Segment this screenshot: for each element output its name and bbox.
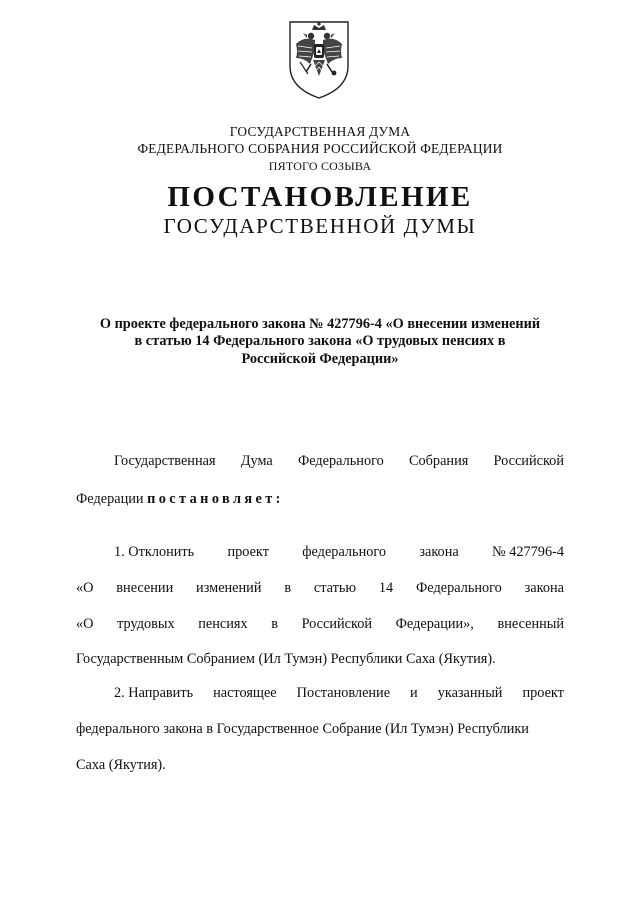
- item-word: указанный: [437, 685, 503, 701]
- item-word: внесенный: [497, 616, 564, 632]
- item-word: Постановление: [296, 685, 391, 701]
- item-word: изменений: [196, 580, 262, 596]
- item-word: 14: [378, 580, 394, 596]
- preamble-line-2: [76, 491, 284, 508]
- item-1-line-3: [76, 616, 564, 633]
- item-2-line-3: Саха (Якутия).: [76, 757, 166, 773]
- item-word: трудовых: [117, 616, 175, 632]
- item-word: Российской: [301, 616, 373, 632]
- item-word: проект: [522, 685, 564, 701]
- item-word: проект: [227, 544, 269, 560]
- item-word: пенсиях: [198, 616, 248, 632]
- coat-of-arms-emblem: [284, 18, 354, 100]
- org-name-line-1: ГОСУДАРСТВЕННАЯ ДУМА: [229, 124, 411, 139]
- preamble-word: Дума: [240, 453, 273, 469]
- subject-line: Российской Федерации»: [241, 350, 399, 367]
- resolution-verb: постановляет:: [147, 491, 284, 507]
- item-word: Федерации»,: [395, 616, 474, 632]
- item-word: в: [284, 580, 292, 596]
- document-subject: [70, 316, 570, 368]
- subject-line: О проекте федерального закона № 427796-4 «О внесении изменений: [99, 316, 541, 332]
- item-word: статью: [313, 580, 357, 596]
- org-name-line-2: ФЕДЕРАЛЬНОГО СОБРАНИЯ РОССИЙСКОЙ ФЕДЕРАЦИИ: [137, 141, 503, 156]
- item-word: внесении: [116, 580, 174, 596]
- item-word: № 427796-4: [491, 544, 564, 560]
- preamble-word: Федерации: [76, 491, 144, 507]
- subject-line: в статью 14 Федерального закона «О трудовых пенсиях в: [134, 333, 506, 350]
- preamble-word: Собрания: [408, 453, 469, 469]
- item-word: закона: [524, 580, 564, 596]
- item-1-line-4: Государственным Собранием (Ил Тумэн) Республики Саха (Якутия).: [76, 651, 496, 667]
- item-word: «О: [76, 580, 94, 596]
- item-word: федерального: [302, 544, 387, 560]
- preamble-word: Государственная: [114, 453, 216, 469]
- item-1-line-2: [76, 580, 564, 597]
- preamble-word: Федерального: [297, 453, 384, 469]
- item-1-line-1: [114, 544, 564, 561]
- item-word: 2. Направить: [114, 685, 194, 701]
- item-2-line-1: [114, 685, 564, 702]
- item-word: «О: [76, 616, 94, 632]
- preamble-word: Российской: [493, 453, 564, 469]
- item-word: и: [410, 685, 418, 701]
- item-word: настоящее: [213, 685, 277, 701]
- item-word: Федерального: [416, 580, 502, 596]
- item-2-line-2: федерального закона в Государственное Собрание (Ил Тумэн) Республики: [76, 721, 529, 737]
- document-type-title: ПОСТАНОВЛЕНИЕ: [167, 181, 473, 213]
- item-word: 1. Отклонить: [114, 544, 195, 560]
- preamble-line-1: [114, 453, 564, 470]
- item-word: закона: [419, 544, 459, 560]
- convocation-line: ПЯТОГО СОЗЫВА: [268, 159, 372, 173]
- document-type-subtitle: ГОСУДАРСТВЕННОЙ ДУМЫ: [163, 214, 477, 238]
- item-word: в: [271, 616, 278, 632]
